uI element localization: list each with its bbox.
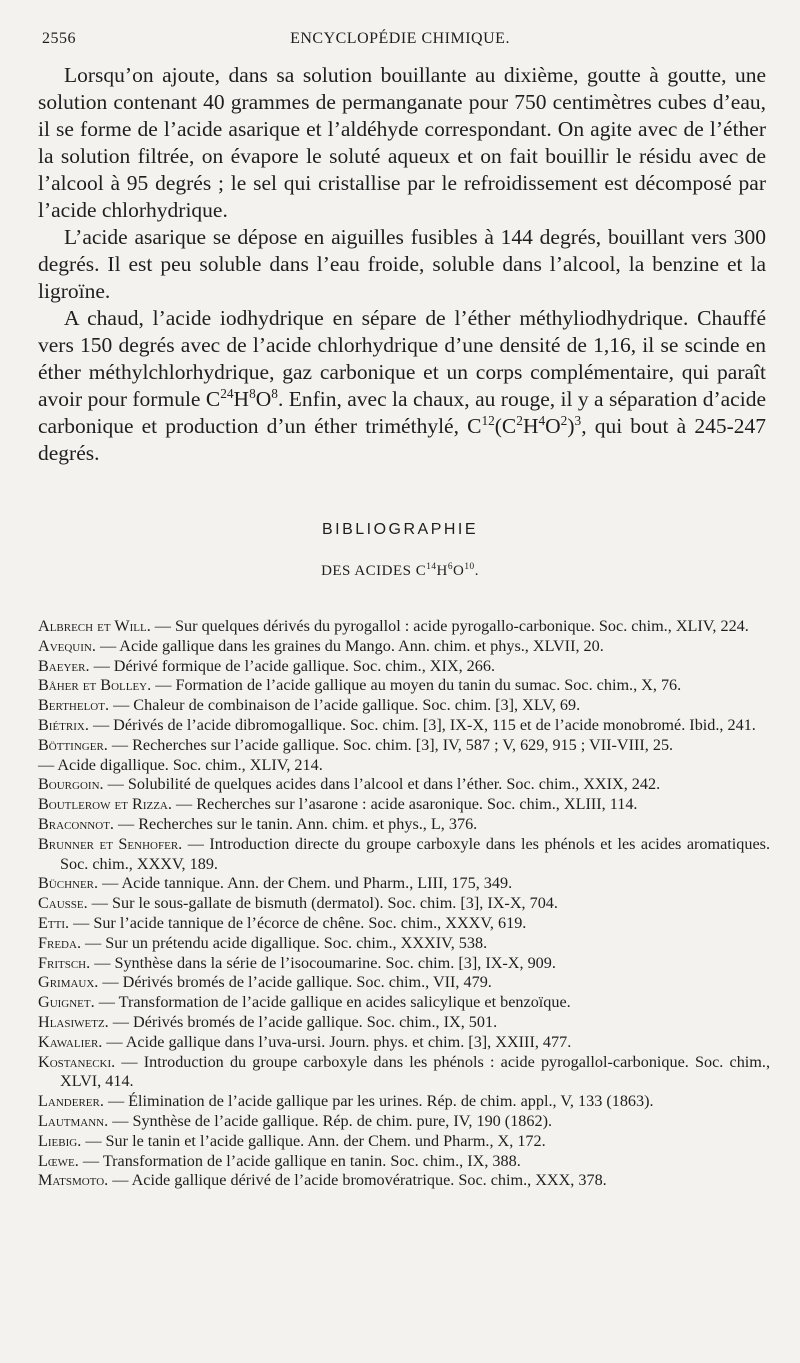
reference-text: — Synthèse de l’acide gallique. Rép. de chim. pure, IV, 190 (1862).	[108, 1111, 553, 1130]
reference-author: Etti.	[38, 913, 70, 932]
reference-author: Fritsch.	[38, 953, 91, 972]
reference-author: Liebig.	[38, 1131, 82, 1150]
reference-author: Berthelot.	[38, 696, 110, 715]
reference-text: — Élimination de l’acide gallique par les urines. Rép. de chim. appl., V, 133 (1863).	[103, 1092, 654, 1111]
paragraph-properties: L’acide asarique se dépose en aiguilles fusibles à 144 degrés, bouillant vers 300 degrés. Il est peu soluble dans l’eau froide, soluble dans l’alcool, la benzine et la ligroïne.	[38, 225, 766, 303]
reference-text: — Synthèse dans la série de l’isocoumarine. Soc. chim. [3], IX-X, 909.	[90, 953, 556, 972]
reference-author: Lautmann.	[38, 1111, 109, 1130]
reference-author: Albrech et Will.	[38, 617, 151, 635]
reference-entry	[38, 954, 770, 974]
reference-entry	[38, 1171, 770, 1191]
reference-author: Braconnot.	[38, 814, 114, 833]
reference-author: Lœwe.	[38, 1151, 79, 1170]
reference-entry	[38, 716, 770, 736]
reference-author: Hlasiwetz.	[38, 1012, 109, 1031]
reference-author: Landerer.	[38, 1092, 104, 1111]
reference-text: — Sur un prétendu acide digallique. Soc. chim., XXXIV, 538.	[81, 933, 488, 952]
reference-entry	[38, 1112, 770, 1132]
reference-author: Kostanecki.	[38, 1052, 116, 1071]
running-title: ENCYCLOPÉDIE CHIMIQUE.	[290, 30, 510, 47]
bibliography-subheading: DES ACIDES $C^{14}H^6O^{10}$.	[321, 562, 479, 579]
reference-entry	[38, 657, 770, 677]
reference-text: — Acide gallique dans l’uva-ursi. Journ. phys. et chim. [3], XXIII, 477.	[102, 1032, 572, 1051]
reference-text: — Acide digallique. Soc. chim., XLIV, 214.	[38, 755, 323, 774]
reference-author: Baeyer.	[38, 656, 90, 675]
reference-entry	[38, 1092, 770, 1112]
paragraph-preparation: Lorsqu’on ajoute, dans sa solution bouillante au dixième, goutte à goutte, une solution contenant 40 grammes de permanganate pour 750 centimètres cubes d’eau, il se forme de l’acide asarique et l’aldéhyde correspondant. On agite avec de l’éther la solution filtrée, on évapore le soluté aqueux et on fait bouillir le résidu avec de l’alcool à 95 degrés ; le sel qui cristallise par le refroidissement est décomposé par l’acide chlorhydrique.	[38, 63, 766, 222]
body-text	[38, 62, 766, 467]
reference-author: Büchner.	[38, 874, 99, 893]
reference-text: — Formation de l’acide gallique au moyen du tanin du sumac. Soc. chim., X, 76.	[151, 676, 682, 695]
reference-text: — Recherches sur l’asarone : acide asaronique. Soc. chim., XLIII, 114.	[171, 795, 638, 814]
reference-text: — Sur le tanin et l’acide gallique. Ann. der Chem. und Pharm., X, 172.	[81, 1131, 546, 1150]
reference-text: — Acide gallique dérivé de l’acide bromovératrique. Soc. chim., XXX, 378.	[108, 1171, 607, 1190]
reference-text: — Recherches sur l’acide gallique. Soc. chim. [3], IV, 587 ; V, 629, 915 ; VII-VIII, 25.	[107, 735, 674, 754]
reference-text: — Recherches sur le tanin. Ann. chim. et phys., L, 376.	[113, 814, 478, 833]
page-header	[38, 30, 762, 54]
reference-text: — Introduction du groupe carboxyle dans les phénols : acide pyrogallol-carbonique. Soc. chim., XLVI, 414.	[60, 1052, 770, 1091]
reference-author: Böttinger.	[38, 735, 108, 754]
reference-entry	[38, 894, 770, 914]
reference-entry	[38, 1053, 770, 1093]
reference-author: Brunner et Senhofer.	[38, 834, 183, 853]
reference-entry	[38, 1152, 770, 1172]
reference-entry	[38, 676, 770, 696]
reference-entry	[38, 835, 770, 875]
reference-author: Matsmoto.	[38, 1171, 109, 1190]
reference-author: Causse.	[38, 894, 88, 913]
reference-entry	[38, 1013, 770, 1033]
reference-text: — Dérivés de l’acide dibromogallique. Soc. chim. [3], IX-X, 115 et de l’acide monobromé. Ibid., 241.	[88, 715, 756, 734]
reference-author: Grimaux.	[38, 973, 99, 992]
reference-text: — Solubilité de quelques acides dans l’alcool et dans l’éther. Soc. chim., XXIX, 242.	[103, 775, 661, 794]
reference-entry	[38, 756, 770, 776]
reference-list	[38, 617, 770, 1191]
reference-entry	[38, 914, 770, 934]
reference-text: — Dérivés bromés de l’acide gallique. Soc. chim., IX, 501.	[108, 1012, 498, 1031]
reference-text: — Dérivé formique de l’acide gallique. Soc. chim., XIX, 266.	[89, 656, 495, 675]
reference-entry	[38, 973, 770, 993]
reference-text: — Acide gallique dans les graines du Mango. Ann. chim. et phys., XLVII, 20.	[95, 636, 604, 655]
reference-text: — Acide tannique. Ann. der Chem. und Pharm., LIII, 175, 349.	[98, 874, 513, 893]
reference-author: Biétrix.	[38, 715, 89, 734]
reference-text: — Dérivés bromés de l’acide gallique. Soc. chim., VII, 479.	[98, 973, 492, 992]
reference-text: — Sur quelques dérivés du pyrogallol : acide pyrogallo-carbonique. Soc. chim., XLIV, 224.	[150, 617, 749, 635]
reference-entry	[38, 696, 770, 716]
reference-author: Bourgoin.	[38, 775, 104, 794]
reference-author: Freda.	[38, 933, 81, 952]
reference-author: Avequin.	[38, 636, 96, 655]
reference-text: — Sur le sous-gallate de bismuth (dermatol). Soc. chim. [3], IX-X, 704.	[87, 894, 558, 913]
reference-entry	[38, 795, 770, 815]
reference-text: — Sur l’acide tannique de l’écorce de chêne. Soc. chim., XXXV, 619.	[69, 913, 527, 932]
reference-text: — Introduction directe du groupe carboxyle dans les phénols et les acides aromatiques. Soc. chim., XXXV, 189.	[60, 834, 771, 873]
paragraph-reactions: A chaud, l’acide iodhydrique en sépare de l’éther méthyliodhydrique. Chauffé vers 150 degrés avec de l’acide chlorhydrique d’une densité de 1,16, il se scinde en éther méthylchlorhydrique, gaz carbonique et un corps complémentaire, qui paraît avoir pour formule $C^{24}H^8O^8$. Enfin, avec la chaux, au rouge, il y a séparation d’acide carbonique et production d’un éther triméthylé, $C^{12}(C^2H^4O^2)^3$, qui bout à 245-247 degrés.	[38, 306, 766, 465]
reference-author: Guignet.	[38, 993, 95, 1012]
reference-entry	[38, 874, 770, 894]
reference-author: Kawalier.	[38, 1032, 103, 1051]
reference-entry	[38, 815, 770, 835]
reference-entry	[38, 617, 770, 637]
reference-text: — Chaleur de combinaison de l’acide gallique. Soc. chim. [3], XLV, 69.	[109, 696, 581, 715]
reference-entry	[38, 736, 770, 756]
reference-entry	[38, 934, 770, 954]
reference-author: Boutlerow et Rizza.	[38, 795, 172, 814]
bibliography-heading: BIBLIOGRAPHIE	[321, 521, 479, 538]
reference-entry	[38, 1132, 770, 1152]
reference-text: — Transformation de l’acide gallique en acides salicylique et benzoïque.	[94, 993, 571, 1012]
reference-text: — Transformation de l’acide gallique en tanin. Soc. chim., IX, 388.	[78, 1151, 521, 1170]
page-number: 2556	[42, 30, 76, 47]
reference-entry	[38, 993, 770, 1013]
reference-entry	[38, 637, 770, 657]
reference-entry	[38, 775, 770, 795]
reference-author: Båher et Bolley.	[38, 676, 152, 695]
reference-entry	[38, 1033, 770, 1053]
